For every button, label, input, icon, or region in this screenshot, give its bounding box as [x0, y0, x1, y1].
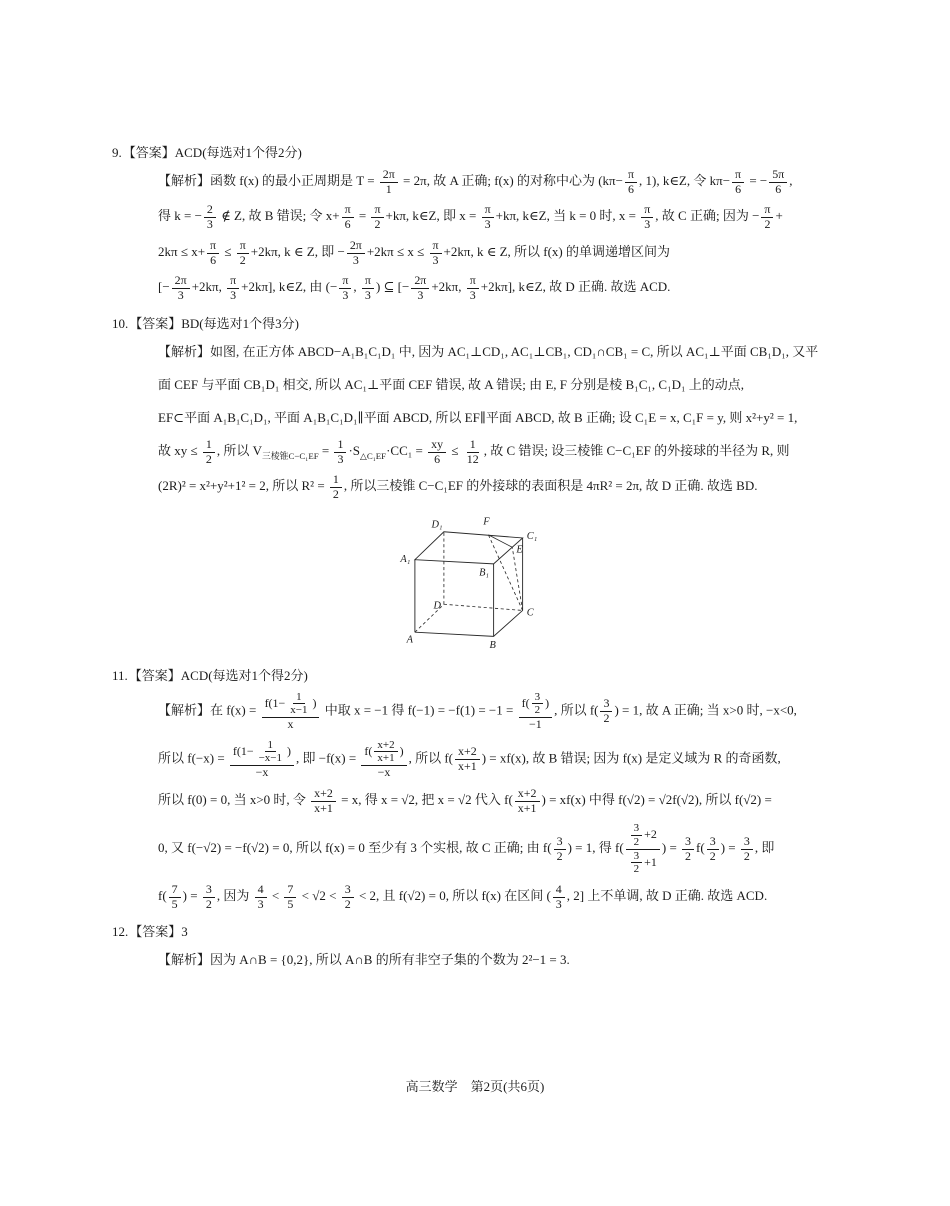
solution-line: 所以 f(−x) = f(1− $\frac{1}{-x-1}$ ) −x , 即 −f(x) = f( $\frac{x+2}{x+1}$ ) −x , 所以 f( $\frac{x+2}{x+1}$ ) = xf(x), 故 B 错误; 因为 f(x) 是定义域为 R 的奇函数, [158, 738, 781, 780]
solution-line: 【解析】在 f(x) = f(1− $\frac{1}{x-1}$ ) x 中取 x = −1 得 f(−1) = −f(1) = −1 = f( $\frac{3}{2}$ ) −1 , 所以 f( $\frac{3}{2}$ ) = 1, 故 A 正确; 当 x>0 时, −x<0, [158, 690, 797, 732]
question-9-analysis [158, 168, 840, 303]
question-11-analysis [158, 691, 840, 912]
solution-line: 0, 又 f(−√2) = −f(√2) = 0, 所以 f(x) = 0 至少有 3 个实根, 故 C 正确; 由 f( $\frac{3}{2}$ ) = 1, 得 f( $\frac{3}{2}$ +2 $\frac{3}{2}$ +1 ) = $\frac{3}{2}$ f( $\frac{3}{2}$ ) = $\frac{3}{2}$ , 即 [158, 822, 775, 876]
solution-line: 【解析】函数 f(x) 的最小正周期是 T = $\frac{2\pi}{1}$ = 2π, 故 A 正确; f(x) 的对称中心为 (kπ− $\frac{\pi}{6}$ , 1), k∈Z, 令 kπ− $\frac{\pi}{6}$ = − $\frac{5\pi}{6}$ , [158, 167, 793, 196]
solution-sheet [112, 132, 840, 980]
vertex-label-E: E [516, 544, 523, 556]
solution-line: f( $\frac{7}{5}$ ) = $\frac{3}{2}$ , 因为 $\frac{4}{3}$ < $\frac{7}{5}$ < √2 < $\frac{3}{2}$ < 2, 且 f(√2) = 0, 所以 f(x) 在区间 ( $\frac{4}{3}$ , 2] 上不单调, 故 D 正确. 故选 ACD. [158, 881, 768, 911]
question-number: 11. [112, 667, 128, 683]
solution-line: 【解析】如图, 在正方体 ABCD−A₁B₁C₁D₁ 中, 因为 AC₁⊥CD₁, AC₁⊥CB₁, CD₁∩CB₁ = C, 所以 AC₁⊥平面 CB₁D₁, 又平 [158, 343, 819, 359]
cube-hidden-edges [415, 532, 523, 632]
question-10 [112, 313, 840, 655]
question-11 [112, 665, 840, 912]
answer-text: 【答案】BD(每选对1个得3分) [129, 315, 299, 331]
question-12-analysis [158, 947, 840, 973]
cube-diagram [391, 510, 561, 655]
answer-text: 【答案】3 [129, 924, 188, 940]
cube-solid-edges [415, 532, 523, 637]
solution-line: EF⊂平面 A₁B₁C₁D₁, 平面 A₁B₁C₁D₁∥平面 ABCD, 所以 EF∥平面 ABCD, 故 B 正确; 设 C₁E = x, C₁F = y, 则 x²+y² = 1, [158, 409, 798, 425]
cube-figure [391, 510, 561, 655]
question-10-analysis [158, 339, 840, 502]
cube-labels [399, 516, 537, 650]
question-9-header [112, 142, 840, 161]
answer-text: 【答案】ACD(每选对1个得2分) [128, 667, 308, 683]
vertex-label-D: D [433, 600, 442, 612]
vertex-label-A: A [406, 634, 413, 646]
page-footer: 高三数学 第2页(共6页) [405, 1079, 545, 1094]
answer-text: 【答案】ACD(每选对1个得2分) [122, 145, 302, 160]
solution-line: 2kπ ≤ x+ $\frac{\pi}{6}$ ≤ $\frac{\pi}{2}$ +2kπ, k ∈ Z, 即 − $\frac{2\pi}{3}$ +2kπ ≤ x ≤ $\frac{\pi}{3}$ +2kπ, k ∈ Z, 所以 f(x) 的单调递增区间为 [158, 237, 670, 267]
solution-line: 故 xy ≤ $\frac{1}{2}$ , 所以 $V_{三棱锥C-C_1EF}$ = $\frac{1}{3}$ $\cdot S_{\triangle C_1EF}\cdot CC_1$ = $\frac{xy}{6}$ ≤ $\frac{1}{12}$ , 故 C 错误; 设三棱锥 C−C₁EF 的外接球的半径为 R, 则 [158, 436, 790, 466]
vertex-label-F: F [483, 516, 490, 528]
vertex-label-A1: A₁ [400, 553, 411, 565]
question-number: 12. [112, 924, 129, 940]
question-12-header [112, 921, 840, 940]
question-number: 9. [112, 145, 122, 160]
solution-line: 面 CEF 与平面 CB₁D₁ 相交, 所以 AC₁⊥平面 CEF 错误, 故 A 错误; 由 E, F 分别是棱 B₁C₁, C₁D₁ 上的动点, [158, 376, 745, 392]
solution-line: 得 k = − $\frac{2}{3}$ ∉ Z, 故 B 错误; 令 x+ $\frac{\pi}{6}$ = $\frac{\pi}{2}$ +kπ, k∈Z, 即 x = $\frac{\pi}{3}$ +kπ, k∈Z, 当 k = 0 时, x = $\frac{\pi}{3}$ , 故 C 正确; 因为 − $\frac{\pi}{2}$ + [158, 202, 783, 232]
question-9 [112, 142, 840, 303]
question-number: 10. [112, 315, 129, 331]
question-10-header [112, 313, 840, 332]
vertex-label-D1: D₁ [431, 519, 443, 531]
vertex-label-C1: C₁ [526, 530, 538, 542]
vertex-label-B: B [489, 639, 496, 651]
solution-line: 所以 f(0) = 0, 当 x>0 时, 令 $\frac{x+2}{x+1}$ = x, 得 x = √2, 把 x = √2 代入 f( $\frac{x+2}{x+1}$ ) = xf(x) 中得 f(√2) = √2f(√2), 所以 f(√2) = [158, 785, 772, 815]
solution-line: (2R)² = x²+y²+1² = 2, 所以 R² = $\frac{1}{2}$ , 所以三棱锥 C−C₁EF 的外接球的表面积是 4πR² = 2π, 故 D 正确. 故选 BD. [158, 472, 758, 502]
vertex-label-C: C [526, 607, 534, 619]
vertex-label-B1: B₁ [479, 567, 490, 579]
question-11-header [112, 665, 840, 684]
solution-line: 【解析】因为 A∩B = {0,2}, 所以 A∩B 的所有非空子集的个数为 2²−1 = 3. [158, 952, 570, 968]
solution-line: [− $\frac{2\pi}{3}$ +2kπ, $\frac{\pi}{3}$ +2kπ], k∈Z, 由 (− $\frac{\pi}{3}$ , $\frac{\pi}{3}$ ) ⊆ [− $\frac{2\pi}{3}$ +2kπ, $\frac{\pi}{3}$ +2kπ], k∈Z, 故 D 正确. 故选 ACD. [158, 273, 671, 303]
question-12 [112, 921, 840, 973]
